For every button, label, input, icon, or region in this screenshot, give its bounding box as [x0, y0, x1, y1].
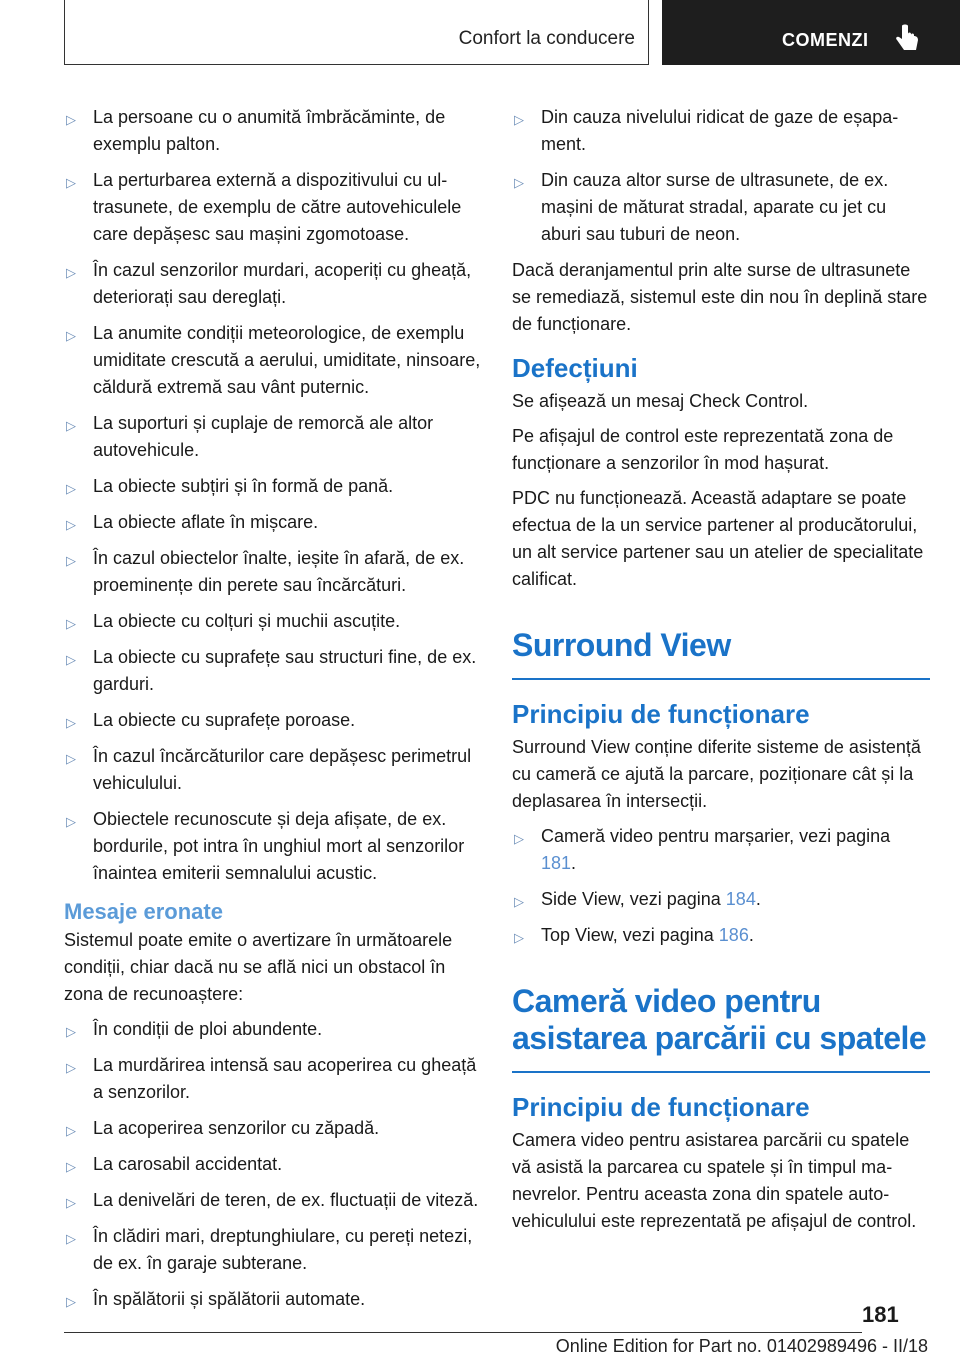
triangle-bullet-icon: ▷ [66, 517, 76, 532]
list-item: ▷ Side View, vezi pagina 184. [512, 886, 930, 913]
heading-principle: Principiu de funcționare [512, 1092, 810, 1122]
triangle-bullet-icon: ▷ [66, 1123, 76, 1138]
list-item: ▷ La persoane cu o anumită îmbrăcăminte, de exemplu palton. [66, 107, 446, 154]
paragraph: Pe afișajul de control este reprezentată zona de funcționare a senzorilor în mod hașurat. [512, 426, 894, 473]
list-item: ▷ La anumite condiții meteorologice, de exemplu umiditate crescută a aerului, umiditate, ninsoare, căldură extremă sau vânt puternic. [66, 323, 481, 397]
edition-note: Online Edition for Part no. 01402989496 - II/18 [555, 1336, 928, 1356]
heading-error-messages: Mesaje eronate [64, 899, 223, 924]
triangle-bullet-icon: ▷ [66, 328, 76, 343]
triangle-bullet-icon: ▷ [66, 1294, 76, 1309]
triangle-bullet-icon: ▷ [514, 112, 524, 127]
triangle-bullet-icon: ▷ [66, 418, 76, 433]
page-link[interactable]: 184 [725, 889, 756, 909]
header-left-rule [64, 0, 65, 64]
list-item: ▷ La suporturi și cuplaje de remorcă ale altor autovehicule. [66, 413, 434, 460]
list-item: ▷ În condiții de ploi abundente. [64, 1016, 482, 1043]
triangle-bullet-icon: ▷ [514, 831, 524, 846]
list-item: ▷ Obiectele recunoscute și deja afișate, de ex. bordurile, pot intra în unghiul mort al senzorilor înaintea emiterii semnalului acustic. [66, 809, 465, 883]
triangle-bullet-icon: ▷ [66, 715, 76, 730]
triangle-bullet-icon: ▷ [514, 175, 524, 190]
paragraph: Dacă deranjamentul prin alte surse de ultrasunete se remediază, sistemul este din nou în deplină stare de funcționare. [512, 260, 928, 334]
list-item: ▷ Din cauza nivelului ridicat de gaze de eșapament. [514, 107, 899, 154]
paragraph: Camera video pentru asistarea parcării cu spatele vă asistă la parcarea cu spatele și în timpul manevrelor. Pentru aceasta zona din spatele autovehiculului este reprezentată pe afișajul de control. [512, 1130, 917, 1231]
heading-defects: Defecțiuni [512, 353, 638, 383]
section-title: Confort la conducere [458, 28, 635, 49]
list-item: ▷ În cazul senzorilor murdari, acoperiți cu gheață, deteriorați sau dereglați. [66, 260, 472, 307]
chapter-tab[interactable] [662, 0, 960, 65]
paragraph: Surround View conține diferite sisteme de asistență cu cameră ce ajută la parcare, poziționare cât și la deplasarea în intersecții. [512, 737, 921, 811]
triangle-bullet-icon: ▷ [66, 481, 76, 496]
list-item: ▷ La carosabil accidentat. [64, 1151, 482, 1178]
heading-principle: Principiu de funcționare [512, 699, 810, 729]
chapter-tab-label: COMENZI [782, 30, 869, 50]
right-column [512, 104, 930, 1243]
triangle-bullet-icon: ▷ [66, 175, 76, 190]
header-divider [648, 0, 649, 65]
list-item: ▷ La obiecte aflate în mișcare. [64, 509, 482, 536]
heading-rear-camera: Cameră video pentru asistarea parcării cu spatele [512, 983, 927, 1056]
triangle-bullet-icon: ▷ [66, 751, 76, 766]
triangle-bullet-icon: ▷ [66, 1159, 76, 1174]
list-item: ▷ În clădiri mari, dreptunghiulare, cu pereți netezi, de ex. în garaje subterane. [66, 1226, 473, 1273]
paragraph: Se afișează un mesaj Check Control. [512, 391, 809, 411]
list-item: ▷ Cameră video pentru marșarier, vezi pagina 181. [514, 826, 891, 873]
error-messages-intro: Sistemul poate emite o avertizare în următoarele condiții, chiar dacă nu se află nici un obstacol în zona de recunoaștere: [64, 930, 453, 1004]
triangle-bullet-icon: ▷ [66, 616, 76, 631]
list-item: ▷ La obiecte cu colțuri și muchii ascuțite. [64, 608, 482, 635]
list-item: ▷ În cazul obiectelor înalte, ieșite în afară, de ex. proeminențe din perete sau încărcături. [66, 548, 465, 595]
list-item: ▷ La perturbarea externă a dispozitivului cu ultrasunete, de exemplu de către autovehiculele care depășesc sau mașini zgomotoase. [66, 170, 462, 244]
triangle-bullet-icon: ▷ [514, 894, 524, 909]
list-item: ▷ La obiecte subțiri și în formă de pană. [64, 473, 482, 500]
list-item: ▷ În cazul încărcăturilor care depășesc perimetrul vehiculului. [66, 746, 472, 793]
list-item: ▷ La acoperirea senzorilor cu zăpadă. [64, 1115, 482, 1142]
triangle-bullet-icon: ▷ [66, 112, 76, 127]
hand-pointer-icon [894, 24, 920, 59]
triangle-bullet-icon: ▷ [66, 1024, 76, 1039]
heading-surround-view: Surround View [512, 627, 731, 663]
triangle-bullet-icon: ▷ [66, 1195, 76, 1210]
left-column [64, 104, 482, 1322]
triangle-bullet-icon: ▷ [66, 652, 76, 667]
list-item: ▷ Din cauza altor surse de ultrasunete, de ex. mașini de măturat stradal, aparate cu jet cu aburi sau tuburi de neon. [514, 170, 889, 244]
list-item: ▷ La obiecte cu suprafețe sau structuri fine, de ex. garduri. [66, 647, 477, 694]
list-item: ▷ În spălătorii și spălătorii automate. [64, 1286, 482, 1313]
list-item: ▷ La obiecte cu suprafețe poroase. [64, 707, 482, 734]
page-link[interactable]: 181 [541, 853, 572, 873]
triangle-bullet-icon: ▷ [66, 1231, 76, 1246]
footer-rule [64, 1332, 862, 1333]
page-number: 181 [862, 1302, 899, 1327]
paragraph: PDC nu funcționează. Această adaptare se poate efectua de la un service partener al producătorului, un alt service partener sau un atelier de specialitate calificat. [512, 488, 924, 589]
list-item: ▷ La denivelări de teren, de ex. fluctuații de viteză. [64, 1187, 482, 1214]
triangle-bullet-icon: ▷ [66, 1060, 76, 1075]
triangle-bullet-icon: ▷ [66, 265, 76, 280]
list-item: ▷ Top View, vezi pagina 186. [512, 922, 930, 949]
triangle-bullet-icon: ▷ [66, 814, 76, 829]
section-rule [512, 678, 930, 680]
triangle-bullet-icon: ▷ [514, 930, 524, 945]
page-link[interactable]: 186 [718, 925, 749, 945]
section-rule [512, 1071, 930, 1073]
list-item: ▷ La murdărirea intensă sau acoperirea cu gheață a senzorilor. [66, 1055, 477, 1102]
header-bottom-rule [64, 64, 649, 65]
triangle-bullet-icon: ▷ [66, 553, 76, 568]
